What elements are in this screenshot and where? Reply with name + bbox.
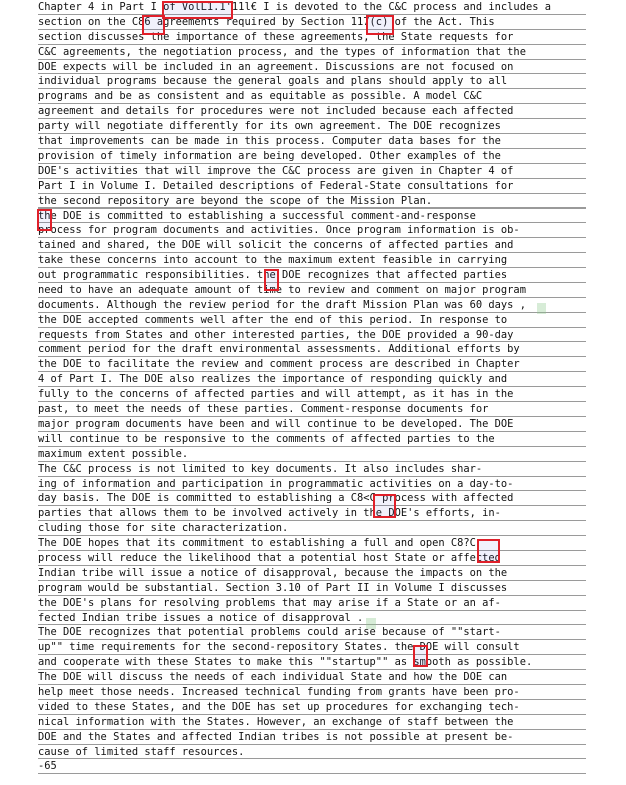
text-line: DOE expects will be included in an agreement. Discussions are not focused on: [38, 60, 586, 75]
text-line: C&C agreements, the negotiation process, and the types of information that the: [38, 45, 586, 60]
text-line: comment period for the draft environmental assessments. Additional efforts by: [38, 342, 586, 357]
text-line: that improvements can be made in this process. Computer data bases for the: [38, 134, 586, 149]
text-line: day basis. The DOE is committed to establishing a C8<C process with affected: [38, 491, 586, 506]
text-line: out programmatic responsibilities. the DOE recognizes that affected parties: [38, 268, 586, 283]
text-line: past, to meet the needs of these parties. Comment-response documents for: [38, 402, 586, 417]
text-line: need to have an adequate amount of time to review and comment on major program: [38, 283, 586, 298]
text-line: documents. Although the review period for the draft Mission Plan was 60 days ,: [38, 298, 586, 313]
text-line: Part I in Volume I. Detailed descriptions of Federal-State consultations for: [38, 179, 586, 194]
text-line: The C&C process is not limited to key documents. It also includes shar-: [38, 462, 586, 477]
text-line: The DOE hopes that its commitment to establishing a full and open C8?C: [38, 536, 586, 551]
page-number: -65: [38, 759, 586, 774]
text-line: ing of information and participation in programmatic activities on a day-to-: [38, 477, 586, 492]
text-line: the DOE's plans for resolving problems that may arise if a State or an af-: [38, 596, 586, 611]
text-line: and cooperate with these States to make this ""startup"" as smooth as possible.: [38, 655, 586, 670]
text-line: maximum extent possible.: [38, 447, 586, 462]
text-line: nical information with the States. However, an exchange of staff between the: [38, 715, 586, 730]
text-line: Indian tribe will issue a notice of disapproval, because the impacts on the: [38, 566, 586, 581]
document-text-block: [38, 0, 586, 774]
text-line: requests from States and other interested parties, the DOE provided a 90-day: [38, 328, 586, 343]
text-line: The DOE recognizes that potential problems could arise because of ""start-: [38, 625, 586, 640]
text-line: DOE and the States and affected Indian tribes is not possible at present be-: [38, 730, 586, 745]
text-line: tained and shared, the DOE will solicit the concerns of affected parties and: [38, 238, 586, 253]
text-line: program would be substantial. Section 3.10 of Part II in Volume I discusses: [38, 581, 586, 596]
text-line: process will reduce the likelihood that a potential host State or affected: [38, 551, 586, 566]
text-line: section on the C86 agreements required by Section 117(c) of the Act. This: [38, 15, 586, 30]
text-line: help meet those needs. Increased technical funding from grants have been pro-: [38, 685, 586, 700]
text-line: major program documents have been and will continue to be developed. The DOE: [38, 417, 586, 432]
text-line: vided to these States, and the DOE has set up procedures for exchanging tech-: [38, 700, 586, 715]
text-line: cluding those for site characterization.: [38, 521, 586, 536]
text-line: the DOE accepted comments well after the end of this period. In response to: [38, 313, 586, 328]
text-line: fected Indian tribe issues a notice of disapproval .: [38, 611, 586, 626]
text-line: process for program documents and activities. Once program information is ob-: [38, 223, 586, 238]
text-line: Chapter 4 in Part I of VolL1.1'11l€ I is devoted to the C&C process and includes a: [38, 0, 586, 15]
text-line: provision of timely information are being developed. Other examples of the: [38, 149, 586, 164]
text-line: up"" time requirements for the second-repository States. the DOE will consult: [38, 640, 586, 655]
text-line: party will negotiate differently for its own agreement. The DOE recognizes: [38, 119, 586, 134]
text-line: take these concerns into account to the maximum extent feasible in carrying: [38, 253, 586, 268]
text-line: programs and be as consistent and as equitable as possible. A model C&C: [38, 89, 586, 104]
text-line: will continue to be responsive to the comments of affected parties to the: [38, 432, 586, 447]
text-line: section discusses the importance of these agreements, the State requests for: [38, 30, 586, 45]
text-line: the DOE to facilitate the review and comment process are described in Chapter: [38, 357, 586, 372]
text-line: fully to the concerns of affected parties and will attempt, as it has in the: [38, 387, 586, 402]
text-line: agreement and details for procedures were not included because each affected: [38, 104, 586, 119]
text-line: cause of limited staff resources.: [38, 745, 586, 760]
text-line: the DOE is committed to establishing a successful comment-and-response: [38, 208, 586, 223]
text-line: The DOE will discuss the needs of each individual State and how the DOE can: [38, 670, 586, 685]
text-line: DOE's activities that will improve the C&C process are given in Chapter 4 of: [38, 164, 586, 179]
text-line: parties that allows them to be involved actively in the DOE's efforts, in-: [38, 506, 586, 521]
text-line: the second repository are beyond the scope of the Mission Plan.: [38, 194, 586, 209]
text-line: individual programs because the general goals and plans should apply to all: [38, 74, 586, 89]
text-line: 4 of Part I. The DOE also realizes the importance of responding quickly and: [38, 372, 586, 387]
